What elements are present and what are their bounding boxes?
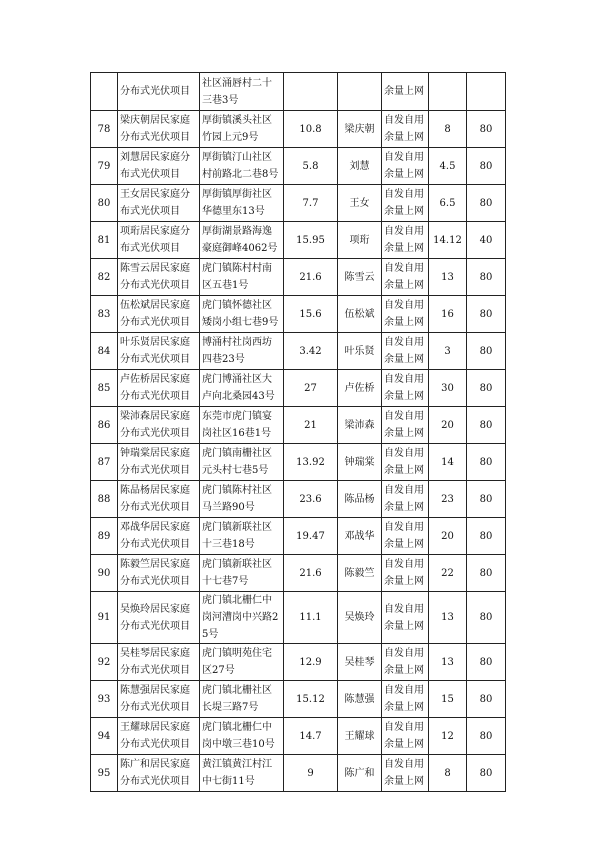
owner-cell: 叶乐贤: [338, 333, 382, 370]
table-row: [91, 644, 506, 681]
grid-mode-cell-text: 自发自用余量上网: [384, 189, 424, 217]
address-cell: [200, 555, 284, 592]
grid-mode-cell-text: 自发自用余量上网: [384, 722, 424, 750]
address-cell-text: 虎门镇怀德社区矮岗小组七巷9号: [202, 300, 279, 328]
address-cell: [200, 333, 284, 370]
capacity-cell: 13.92: [284, 444, 338, 481]
project-name-cell-text: 叶乐贤居民家庭分布式光伏项目: [120, 337, 190, 365]
capacity-cell: 15.6: [284, 296, 338, 333]
area-cell: 3: [429, 333, 467, 370]
project-name-cell-text: 梁庆朝居民家庭分布式光伏项目: [120, 115, 190, 143]
address-cell: [200, 644, 284, 681]
capacity-cell: 12.9: [284, 644, 338, 681]
table-row: [91, 222, 506, 259]
years-cell: 80: [467, 592, 506, 644]
project-name-cell: [118, 481, 200, 518]
owner-cell: 陈慧强: [338, 681, 382, 718]
project-name-cell-text: 陈广和居民家庭分布式光伏项目: [120, 759, 190, 787]
address-cell-text: 黄江镇黄江村江中七街11号: [202, 759, 272, 787]
table-row: [91, 296, 506, 333]
owner-cell: 卢佐桥: [338, 370, 382, 407]
row-number-cell: 90: [91, 555, 118, 592]
grid-mode-cell-text: 自发自用余量上网: [384, 300, 424, 328]
address-cell: [200, 681, 284, 718]
owner-cell: 钟瑞棠: [338, 444, 382, 481]
grid-mode-cell-text: 自发自用余量上网: [384, 263, 424, 291]
years-cell: 80: [467, 407, 506, 444]
years-cell: 80: [467, 148, 506, 185]
project-name-cell: [118, 444, 200, 481]
grid-mode-cell: [382, 111, 429, 148]
project-name-cell-text: 卢佐桥居民家庭分布式光伏项目: [120, 374, 190, 402]
row-number-cell: 84: [91, 333, 118, 370]
years-cell: 80: [467, 370, 506, 407]
grid-mode-cell-text: 自发自用余量上网: [384, 603, 424, 632]
row-number-cell: 94: [91, 718, 118, 755]
table-row: [91, 681, 506, 718]
capacity-cell: 9: [284, 755, 338, 792]
address-cell: [200, 185, 284, 222]
address-cell-text: 虎门镇北栅社区长堤三路7号: [202, 685, 272, 713]
years-cell: 80: [467, 755, 506, 792]
address-cell-text: 博涌村社岗西坊四巷23号: [202, 337, 272, 365]
project-name-cell: [118, 518, 200, 555]
address-cell-text: 厚街镇厚街社区华德里东13号: [202, 189, 272, 217]
table-body: [91, 73, 506, 792]
row-number-cell: 88: [91, 481, 118, 518]
years-cell: 80: [467, 481, 506, 518]
capacity-cell: 15.95: [284, 222, 338, 259]
area-cell: 20: [429, 407, 467, 444]
project-name-cell: [118, 755, 200, 792]
address-cell: [200, 718, 284, 755]
table-row: [91, 555, 506, 592]
capacity-cell: 14.7: [284, 718, 338, 755]
row-number-cell: 87: [91, 444, 118, 481]
grid-mode-cell: [382, 592, 429, 644]
years-cell: 40: [467, 222, 506, 259]
project-name-cell-text: 吴焕玲居民家庭分布式光伏项目: [120, 603, 190, 632]
owner-cell: 吴桂琴: [338, 644, 382, 681]
area-cell: 12: [429, 718, 467, 755]
grid-mode-cell-text: 自发自用余量上网: [384, 648, 424, 676]
project-name-cell: [118, 259, 200, 296]
grid-mode-cell-text: 自发自用余量上网: [384, 374, 424, 402]
years-cell: [467, 73, 506, 111]
table-row: [91, 481, 506, 518]
project-name-cell: [118, 555, 200, 592]
project-name-cell-text: 王耀球居民家庭分布式光伏项目: [120, 722, 190, 750]
area-cell: 13: [429, 592, 467, 644]
row-number-cell: 80: [91, 185, 118, 222]
grid-mode-cell-text: 自发自用余量上网: [384, 759, 424, 787]
capacity-cell: 10.8: [284, 111, 338, 148]
project-name-cell: [118, 185, 200, 222]
grid-mode-cell: [382, 718, 429, 755]
years-cell: 80: [467, 718, 506, 755]
grid-mode-cell: [382, 555, 429, 592]
grid-mode-cell: [382, 407, 429, 444]
grid-mode-cell: [382, 518, 429, 555]
row-number-cell: 85: [91, 370, 118, 407]
years-cell: 80: [467, 296, 506, 333]
project-name-cell: [118, 111, 200, 148]
owner-cell: 梁沛森: [338, 407, 382, 444]
area-cell: 23: [429, 481, 467, 518]
area-cell: 13: [429, 644, 467, 681]
address-cell-text: 虎门博涌社区大卢向北桑园43号: [202, 374, 275, 402]
owner-cell: 陈雪云: [338, 259, 382, 296]
address-cell-text: 虎门镇陈村社区马兰路90号: [202, 485, 272, 513]
capacity-cell: 5.8: [284, 148, 338, 185]
address-cell: [200, 73, 284, 111]
row-number-cell: 93: [91, 681, 118, 718]
table-row: [91, 111, 506, 148]
owner-cell: [338, 73, 382, 111]
project-name-cell: [118, 370, 200, 407]
project-name-cell-text: 王女居民家庭分布式光伏项目: [120, 189, 190, 217]
row-number-cell: 79: [91, 148, 118, 185]
owner-cell: 梁庆朝: [338, 111, 382, 148]
area-cell: 16: [429, 296, 467, 333]
row-number-cell: 92: [91, 644, 118, 681]
table-row: [91, 755, 506, 792]
table-row: [91, 518, 506, 555]
capacity-cell: 23.6: [284, 481, 338, 518]
grid-mode-cell: [382, 370, 429, 407]
project-name-cell-text: 分布式光伏项目: [120, 86, 190, 97]
grid-mode-cell: [382, 73, 429, 111]
owner-cell: 陈毅竺: [338, 555, 382, 592]
project-name-cell-text: 伍松斌居民家庭分布式光伏项目: [120, 300, 190, 328]
grid-mode-cell-text: 自发自用余量上网: [384, 337, 424, 365]
years-cell: 80: [467, 185, 506, 222]
table-row: [91, 444, 506, 481]
address-cell: [200, 296, 284, 333]
project-table: [90, 72, 506, 792]
capacity-cell: [284, 73, 338, 111]
table-row: [91, 148, 506, 185]
years-cell: 80: [467, 111, 506, 148]
project-name-cell: [118, 148, 200, 185]
address-cell-text: 社区涌唇村二十三巷3号: [202, 77, 272, 106]
grid-mode-cell: [382, 644, 429, 681]
project-name-cell-text: 吴桂琴居民家庭分布式光伏项目: [120, 648, 190, 676]
project-name-cell-text: 陈慧强居民家庭分布式光伏项目: [120, 685, 190, 713]
address-cell-text: 虎门镇新联社区十三巷18号: [202, 522, 272, 550]
grid-mode-cell-text: 自发自用余量上网: [384, 411, 424, 439]
owner-cell: 刘慧: [338, 148, 382, 185]
table-row: [91, 259, 506, 296]
grid-mode-cell: [382, 681, 429, 718]
grid-mode-cell: [382, 481, 429, 518]
address-cell-text: 虎门镇北栅仁中岗河漕岗中兴路25号: [202, 595, 279, 640]
area-cell: 20: [429, 518, 467, 555]
capacity-cell: 21: [284, 407, 338, 444]
address-cell: [200, 370, 284, 407]
capacity-cell: 27: [284, 370, 338, 407]
project-name-cell: [118, 644, 200, 681]
table-row: [91, 370, 506, 407]
row-number-cell: 95: [91, 755, 118, 792]
address-cell-text: 虎门镇北栅仁中岗中墩三巷10号: [202, 722, 275, 750]
table-row: [91, 592, 506, 644]
address-cell: [200, 259, 284, 296]
table-row: [91, 333, 506, 370]
grid-mode-cell: [382, 222, 429, 259]
owner-cell: 陈广和: [338, 755, 382, 792]
owner-cell: 王耀球: [338, 718, 382, 755]
address-cell: [200, 518, 284, 555]
owner-cell: 陈品杨: [338, 481, 382, 518]
grid-mode-cell-text: 自发自用余量上网: [384, 522, 424, 550]
grid-mode-cell-text: 自发自用余量上网: [384, 226, 424, 254]
grid-mode-cell: [382, 296, 429, 333]
grid-mode-cell: [382, 148, 429, 185]
area-cell: 8: [429, 111, 467, 148]
project-name-cell-text: 陈雪云居民家庭分布式光伏项目: [120, 263, 190, 291]
grid-mode-cell: [382, 755, 429, 792]
address-cell-text: 厚街湖景路海逸豪庭御峰4062号: [202, 226, 278, 254]
address-cell: [200, 592, 284, 644]
address-cell-text: 东莞市虎门镇宴岗社区16巷1号: [202, 411, 272, 439]
grid-mode-cell: [382, 333, 429, 370]
capacity-cell: 7.7: [284, 185, 338, 222]
grid-mode-cell: [382, 185, 429, 222]
table-row: [91, 185, 506, 222]
address-cell: [200, 444, 284, 481]
row-number-cell: 91: [91, 592, 118, 644]
owner-cell: 王女: [338, 185, 382, 222]
area-cell: 4.5: [429, 148, 467, 185]
address-cell: [200, 148, 284, 185]
project-name-cell: [118, 592, 200, 644]
row-number-cell: 81: [91, 222, 118, 259]
grid-mode-cell-text: 自发自用余量上网: [384, 152, 424, 180]
project-name-cell: [118, 222, 200, 259]
grid-mode-cell-text: 自发自用余量上网: [384, 559, 424, 587]
address-cell-text: 厚街镇溪头社区竹园上元9号: [202, 115, 272, 143]
project-name-cell: [118, 296, 200, 333]
area-cell: 8: [429, 755, 467, 792]
address-cell-text: 厚街镇汀山社区村前路北二巷8号: [202, 152, 279, 180]
years-cell: 80: [467, 518, 506, 555]
capacity-cell: 15.12: [284, 681, 338, 718]
project-name-cell-text: 邓战华居民家庭分布式光伏项目: [120, 522, 190, 550]
owner-cell: 伍松斌: [338, 296, 382, 333]
years-cell: 80: [467, 333, 506, 370]
project-name-cell: [118, 407, 200, 444]
owner-cell: 吴焕玲: [338, 592, 382, 644]
address-cell: [200, 111, 284, 148]
years-cell: 80: [467, 644, 506, 681]
grid-mode-cell-text: 自发自用余量上网: [384, 115, 424, 143]
project-name-cell: [118, 681, 200, 718]
table-row: [91, 407, 506, 444]
project-name-cell: [118, 333, 200, 370]
area-cell: 6.5: [429, 185, 467, 222]
table-row: [91, 73, 506, 111]
address-cell: [200, 755, 284, 792]
years-cell: 80: [467, 444, 506, 481]
table-row: [91, 718, 506, 755]
grid-mode-cell: [382, 444, 429, 481]
address-cell-text: 虎门镇明苑住宅区27号: [202, 648, 272, 676]
capacity-cell: 19.47: [284, 518, 338, 555]
project-name-cell: [118, 73, 200, 111]
row-number-cell: [91, 73, 118, 111]
grid-mode-cell-text: 余量上网: [384, 86, 424, 97]
row-number-cell: 86: [91, 407, 118, 444]
years-cell: 80: [467, 681, 506, 718]
project-name-cell-text: 项珩居民家庭分布式光伏项目: [120, 226, 190, 254]
row-number-cell: 78: [91, 111, 118, 148]
project-name-cell-text: 钟瑞棠居民家庭分布式光伏项目: [120, 448, 190, 476]
row-number-cell: 89: [91, 518, 118, 555]
address-cell-text: 虎门镇陈村村南区五巷1号: [202, 263, 272, 291]
area-cell: 15: [429, 681, 467, 718]
years-cell: 80: [467, 259, 506, 296]
area-cell: 14: [429, 444, 467, 481]
address-cell-text: 虎门镇新联社区十七巷7号: [202, 559, 272, 587]
owner-cell: 项珩: [338, 222, 382, 259]
area-cell: [429, 73, 467, 111]
project-name-cell: [118, 718, 200, 755]
capacity-cell: 21.6: [284, 555, 338, 592]
row-number-cell: 83: [91, 296, 118, 333]
address-cell: [200, 222, 284, 259]
area-cell: 13: [429, 259, 467, 296]
years-cell: 80: [467, 555, 506, 592]
capacity-cell: 11.1: [284, 592, 338, 644]
project-name-cell-text: 刘慧居民家庭分布式光伏项目: [120, 152, 190, 180]
address-cell: [200, 407, 284, 444]
project-name-cell-text: 陈毅竺居民家庭分布式光伏项目: [120, 559, 190, 587]
address-cell: [200, 481, 284, 518]
address-cell-text: 虎门镇南栅社区元头村七巷5号: [202, 448, 272, 476]
grid-mode-cell: [382, 259, 429, 296]
project-name-cell-text: 梁沛森居民家庭分布式光伏项目: [120, 411, 190, 439]
grid-mode-cell-text: 自发自用余量上网: [384, 685, 424, 713]
capacity-cell: 21.6: [284, 259, 338, 296]
owner-cell: 邓战华: [338, 518, 382, 555]
grid-mode-cell-text: 自发自用余量上网: [384, 485, 424, 513]
project-name-cell-text: 陈品杨居民家庭分布式光伏项目: [120, 485, 190, 513]
area-cell: 30: [429, 370, 467, 407]
area-cell: 14.12: [429, 222, 467, 259]
capacity-cell: 3.42: [284, 333, 338, 370]
area-cell: 22: [429, 555, 467, 592]
row-number-cell: 82: [91, 259, 118, 296]
grid-mode-cell-text: 自发自用余量上网: [384, 448, 424, 476]
